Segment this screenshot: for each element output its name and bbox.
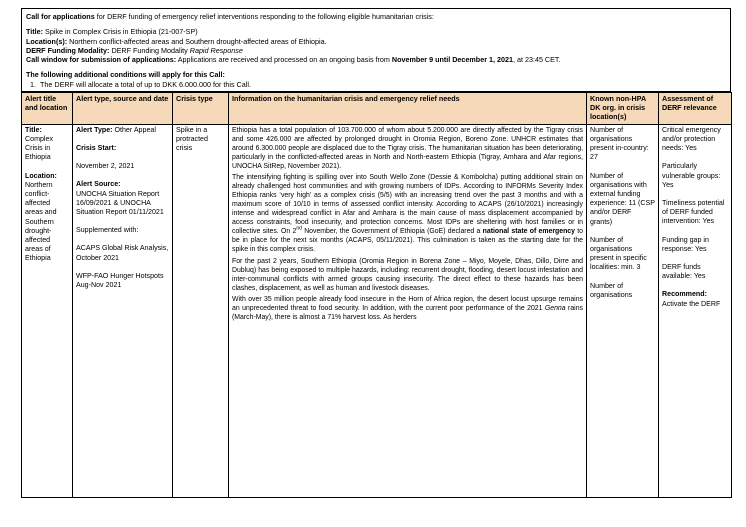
- call-modality: DERF Funding Modality: DERF Funding Modality Rapid Response: [26, 45, 243, 55]
- cell-alert-title: Title: Complex Crisis in Ethiopia Location: Northern conflict-affected areas and Southern drought-affected areas of Ethiopia: [22, 124, 73, 497]
- cell-crisis-type: Spike in a protracted crisis: [173, 124, 229, 497]
- info-paragraph-2: The intensifying fighting is spilling over into South Wello Zone (Dessie & Kombolcha) putting additional strain on already challenged host communities and with growing numbers of IDPs. According to INFORMs Severity Index Ethiopia ranks ‘very high’ as a complex crisis (5/5) with an increasing trend over the past 3 months and with a maximum score of 10/10 in terms of assessed conflict intensity. According to ACAPS (26/10/2021) increasingly intense and widespread conflict in Afar and Amhara is the main cause of mass displacement accompanied by access constraints, food insecurity, and protection concerns. Most IDPs are sheltering with host families or in collective sites. On 2nd November, the Government of Ethiopia (GoE) declared a national state of emergency to be in place for the next six months (ACAPS, 05/11/2021). This culmination is taken as the starting date for the spike in this complex crisis.: [232, 174, 583, 254]
- cell-info: Ethiopia has a total population of 103.700.000 of whom about 5.200.000 are directly affected by the Tigray crisis and some 426.000 are affected by prolonged drought in Oromia Region, Boreno Zone. UNHCR estimates that around 6.300.000 people are displaced due to the Tigray crisis. The humanitarian situation has been deteriorating, particularly in the conflicted-affected areas in North and North-eastern Ethiopia (Tigray, Amhara and Afar regions, UNOCHA SitRep, November 2021). The intensifying fighting is spilling over into South Wello Zone (Dessie & Kombolcha) putting additional strain on already challenged host communities and with growing numbers of IDPs. According to INFORMs Severity Index Ethiopia ranks ‘very high’ as a complex crisis (5/5) with an increasing trend over the past 3 months and with a maximum score of 10/10 in terms of assessed conflict intensity. According to ACAPS (26/10/2021) increasingly intense and widespread conflict in Afar and Amhara is the main cause of mass displacement accompanied by access constraints, food insecurity, and protection concerns. Most IDPs are sheltering with host families or in collective sites. On 2nd November, the Government of Ethiopia (GoE) declared a national state of emergency to be in place for the next six months (ACAPS, 05/11/2021). This culmination is taken as the starting date for the spike in this complex crisis. For the past 2 years, Southern Ethiopia (Oromia Region in Borena Zone – Miyo, Moyele, Dhas, Dillo, Dirre and Dubluq) has being exposed to multiple hazards, including: recurrent drought, flooding, desert locust infestation and inter-communal conflicts with armed groups causing insecurity. The direct effect to these hazards has been clashes, displacement, as well as human and livestock diseases. With over 35 million people already food insecure in the Horn of Africa region, the desert locust upsurge remains an unprecedented threat to food security. In addition, with the current poor performance of the 2021 Genna rains (March-May), there is almost a 71% harvest loss. As herders: [229, 124, 587, 497]
- cell-assessment: Critical emergency and/or protection needs: Yes Particularly vulnerable groups: Yes Timeliness potential of DERF funded intervention: Yes Funding gap in response: Yes DERF funds available: Yes Recommend: Activate the DERF: [659, 124, 732, 497]
- call-summary-box: [21, 8, 731, 92]
- call-window: Call window for submission of applications: Applications are received and processed on an ongoing basis from November 9 until December 1, 2021, at 23:45 CET.: [26, 55, 561, 65]
- info-paragraph-4: With over 35 million people already food insecure in the Horn of Africa region, the desert locust upsurge remains an unprecedented threat to food security. In addition, with the current poor performance of the 2021 Genna rains (March-May), there is almost a 71% harvest loss. As herders: [232, 296, 583, 322]
- header-alert-title: Alert title and location: [22, 93, 73, 125]
- alert-table: [21, 92, 732, 498]
- header-assessment: Assessment of DERF relevance: [659, 93, 732, 125]
- header-known-orgs: Known non-HPA DK org. in crisis location(s): [587, 93, 659, 125]
- header-crisis-type: Crisis type: [173, 93, 229, 125]
- conditions-heading: The following additional conditions will apply for this Call:: [26, 70, 225, 80]
- header-info: Information on the humanitarian crisis and emergency relief needs: [229, 93, 587, 125]
- call-intro: Call for applications for DERF funding of emergency relief interventions responding to the following eligible humanitarian crisis:: [26, 12, 434, 21]
- call-title: Title: Spike in Complex Crisis in Ethiopia (21-007-SP): [26, 27, 198, 37]
- table-row: [22, 124, 732, 497]
- document-page: [21, 8, 731, 498]
- conditions-list: [26, 80, 726, 89]
- call-location: Location(s): Northern conflict-affected areas and Southern drought-affected areas of Ethiopia.: [26, 36, 327, 46]
- cell-alert-type: Alert Type: Other Appeal Crisis Start: November 2, 2021 Alert Source: UNOCHA Situation Report 16/09/2021 & UNOCHA Situation Report 01/11/2021 Supplemented with: ACAPS Global Risk Analysis, October 2021 WFP-FAO Hunger Hotspots Aug-Nov 2021: [73, 124, 173, 497]
- cell-known-orgs: Number of organisations present in-country: 27 Number of organisations with external funding experience: 11 (CSP and/or DERF grants) Number of organisations present in specific localities: min. 3 Number of organisations: [587, 124, 659, 497]
- header-alert-type: Alert type, source and date: [73, 93, 173, 125]
- condition-item: 1. The DERF will allocate a total of up to DKK 6.000.000 for this Call.: [30, 79, 251, 89]
- table-header-row: [22, 93, 732, 125]
